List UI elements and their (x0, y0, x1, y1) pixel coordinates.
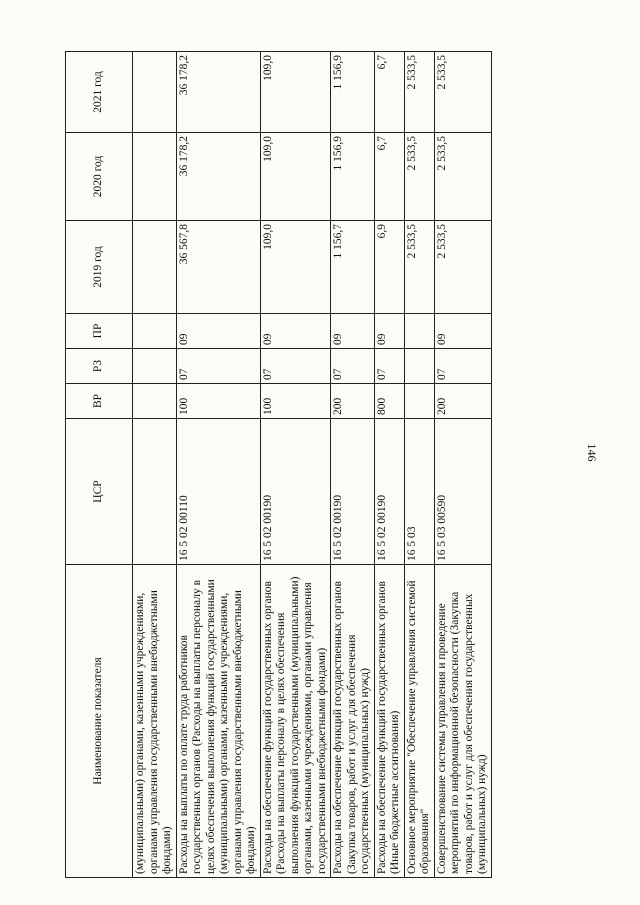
cell-pr (133, 314, 177, 349)
cell-csr: 16 5 02 00190 (374, 419, 404, 565)
cell-2020: 2 533,5 (404, 133, 434, 221)
cell-pr: 09 (176, 314, 260, 349)
cell-rz: 07 (260, 349, 331, 384)
cell-2020: 2 533,5 (434, 133, 491, 221)
cell-2019: 1 156,7 (331, 221, 375, 314)
cell-pr (404, 314, 434, 349)
cell-rz (404, 349, 434, 384)
cell-2019: 109,0 (260, 221, 331, 314)
cell-rz: 07 (374, 349, 404, 384)
header-csr: ЦСР (66, 419, 133, 565)
table-row (404, 52, 434, 878)
page-number: 146 (585, 443, 599, 462)
cell-rz (133, 349, 177, 384)
cell-csr: 16 5 03 00590 (434, 419, 491, 565)
cell-rz: 07 (434, 349, 491, 384)
cell-vr: 100 (176, 384, 260, 419)
cell-2020: 1 156,9 (331, 133, 375, 221)
cell-vr: 100 (260, 384, 331, 419)
cell-2021: 1 156,9 (331, 52, 375, 133)
cell-2020: 36 178,2 (176, 133, 260, 221)
header-2021: 2021 год (66, 52, 133, 133)
cell-2021: 6,7 (374, 52, 404, 133)
cell-2021 (133, 52, 177, 133)
cell-name: Основное мероприятие "Обеспечение управления системой образования" (404, 565, 434, 878)
cell-vr (404, 384, 434, 419)
table-row (374, 52, 404, 878)
cell-2021: 109,0 (260, 52, 331, 133)
cell-name: Расходы на обеспечение функций государственных органов (Иные бюджетные ассигнования) (374, 565, 404, 878)
cell-name: Совершенствование системы управления и проведение мероприятий по информационной безопасности (Закупка товаров, работ и услуг для обеспечения государственных (муниципальных) нужд) (434, 565, 491, 878)
cell-2021: 36 178,2 (176, 52, 260, 133)
cell-2020: 6,7 (374, 133, 404, 221)
table-row (260, 52, 331, 878)
cell-pr: 09 (331, 314, 375, 349)
header-pr: ПР (66, 314, 133, 349)
cell-2019: 6,9 (374, 221, 404, 314)
table-row (176, 52, 260, 878)
cell-2020: 109,0 (260, 133, 331, 221)
cell-name: Расходы на обеспечение функций государственных органов (Закупка товаров, работ и услуг для обеспечения государственных (муниципальных) нужд) (331, 565, 375, 878)
cell-csr: 16 5 02 00190 (331, 419, 375, 565)
cell-rz: 07 (176, 349, 260, 384)
cell-2020 (133, 133, 177, 221)
cell-csr (133, 419, 177, 565)
cell-pr: 09 (434, 314, 491, 349)
cell-pr: 09 (374, 314, 404, 349)
table-header-row (66, 52, 133, 878)
header-2019: 2019 год (66, 221, 133, 314)
cell-csr: 16 5 02 00190 (260, 419, 331, 565)
table-row (434, 52, 491, 878)
header-rz: РЗ (66, 349, 133, 384)
cell-2019 (133, 221, 177, 314)
budget-table (65, 51, 492, 878)
cell-2019: 36 567,8 (176, 221, 260, 314)
cell-csr: 16 5 02 00110 (176, 419, 260, 565)
cell-2021: 2 533,5 (434, 52, 491, 133)
cell-2019: 2 533,5 (404, 221, 434, 314)
cell-name: Расходы на выплаты по оплате труда работников государственных органов (Расходы на выплаты персоналу в целях обеспечения выполнения функций государственными (муниципальными) органами, казенными учреждениями, органами управления государственными внебюджетными фондами) (176, 565, 260, 878)
header-vr: ВР (66, 384, 133, 419)
cell-rz: 07 (331, 349, 375, 384)
cell-2021: 2 533,5 (404, 52, 434, 133)
cell-2019: 2 533,5 (434, 221, 491, 314)
cell-vr: 800 (374, 384, 404, 419)
cell-csr: 16 5 03 (404, 419, 434, 565)
header-name: Наименование показателя (66, 565, 133, 878)
cell-name: (муниципальными) органами, казенными учреждениями, органами управления государственными внебюджетными фондами) (133, 565, 177, 878)
cell-vr: 200 (331, 384, 375, 419)
cell-vr: 200 (434, 384, 491, 419)
table-row (133, 52, 177, 878)
table-row (331, 52, 375, 878)
cell-vr (133, 384, 177, 419)
header-2020: 2020 год (66, 133, 133, 221)
cell-name: Расходы на обеспечение функций государственных органов (Расходы на выплаты персоналу в целях обеспечения выполнения функций государственными (муниципальными) органами, казенными учреждениями, органами управления государственными внебюджетными фондами) (260, 565, 331, 878)
cell-pr: 09 (260, 314, 331, 349)
